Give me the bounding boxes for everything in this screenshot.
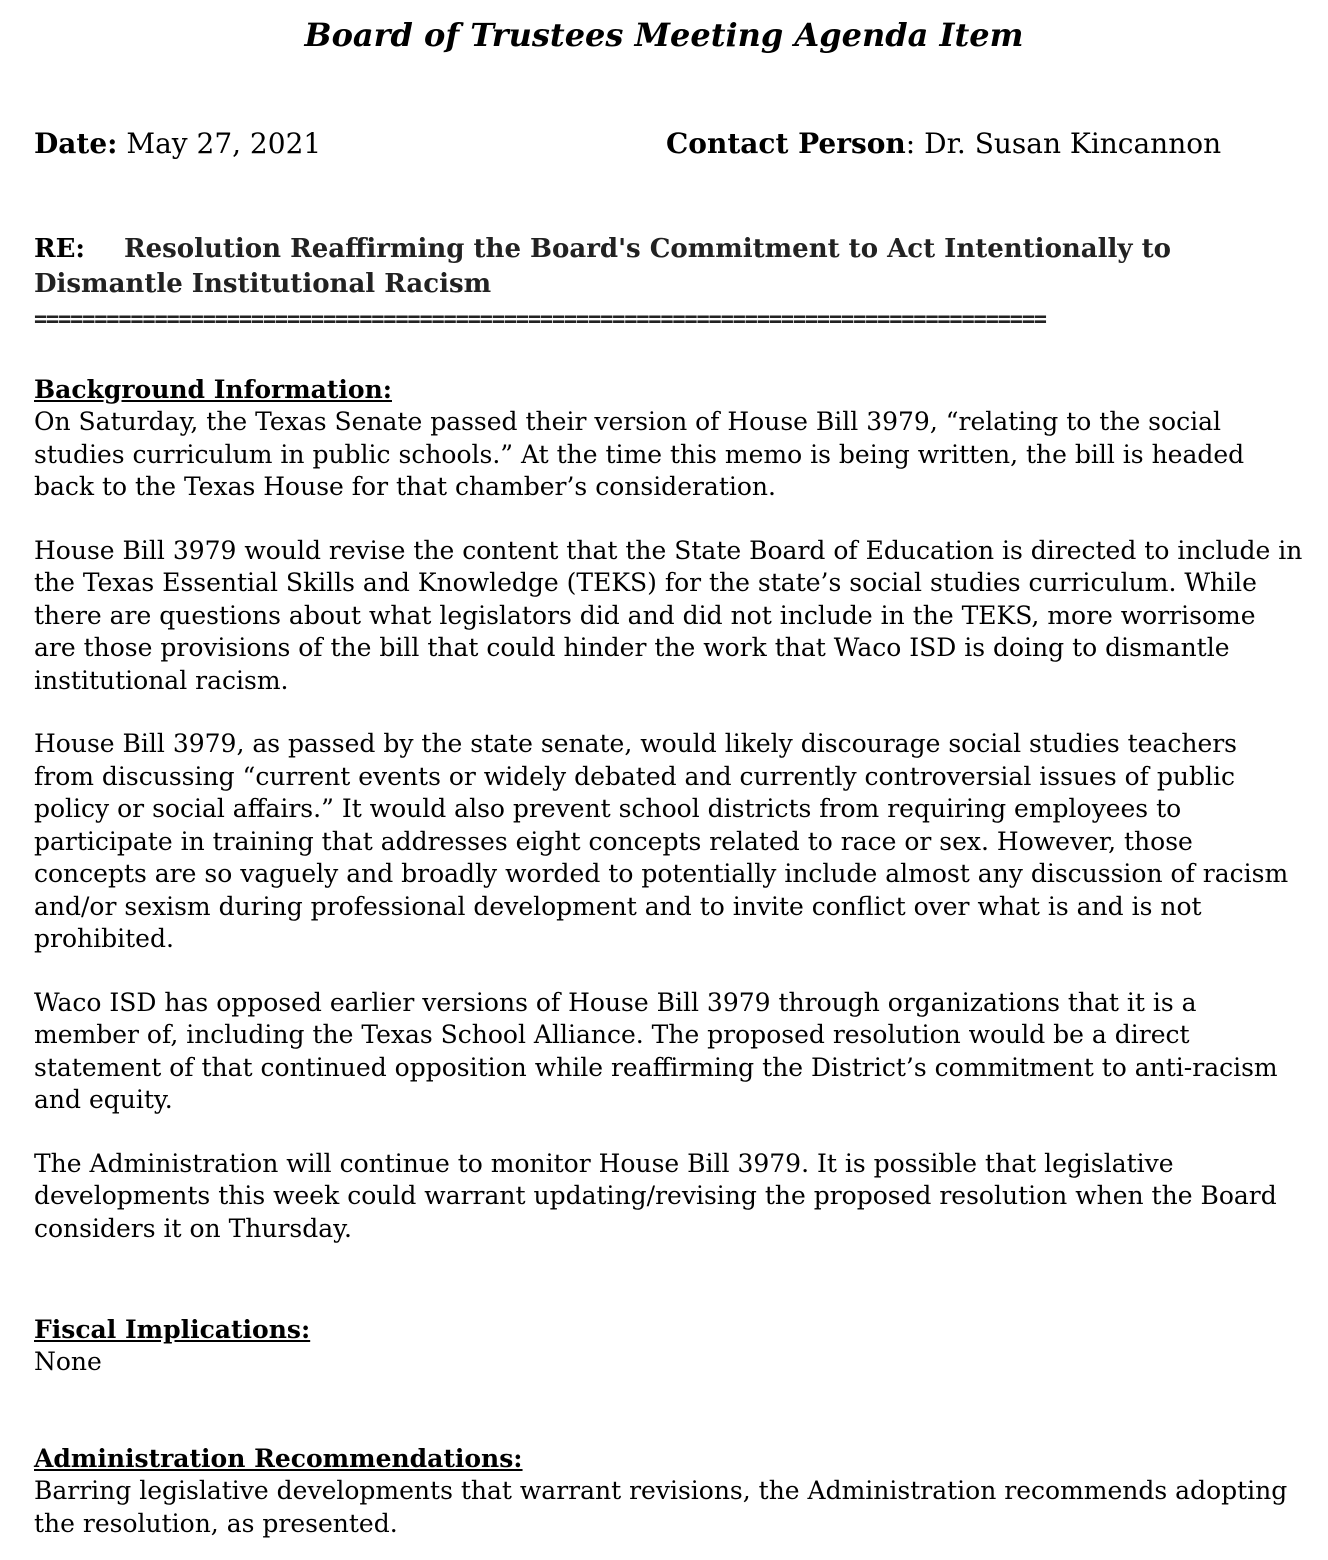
- contact-value: : Dr. Susan Kincannon: [905, 127, 1222, 160]
- re-subject: [34, 232, 1299, 302]
- background-paragraph: The Administration will continue to monitor House Bill 3979. It is possible that legislative developments this week could warrant updating/revising the proposed resolution when the Board considers it on Thursday.: [34, 1148, 1277, 1243]
- admin-heading: Administration Recommendations:: [34, 1444, 523, 1473]
- date-label: Date:: [34, 127, 118, 160]
- meeting-date: [34, 126, 321, 162]
- separator-line: ====================================================================================: [34, 307, 1046, 332]
- background-paragraph: On Saturday, the Texas Senate passed their version of House Bill 3979, “relating to the social studies curriculum in public schools.” At the time this memo is being written, the bill is headed back to the Texas House for that chamber’s consideration.: [34, 407, 1245, 501]
- re-text: Resolution Reaffirming the Board's Commitment to Act Intentionally to Dismantle Institutional Racism: [34, 234, 1171, 299]
- background-paragraph: House Bill 3979, as passed by the state senate, would likely discourage social studies teachers from discussing “current events or widely debated and currently controversial issues of public policy or social affairs.” It would also prevent school districts from requiring employees to participate in training that addresses eight concepts related to race or sex. However, those concepts are so vaguely and broadly worded to potentially include almost any discussion of racism and/or sexism during professional development and to invite conflict over what is and is not prohibited.: [34, 729, 1289, 953]
- fiscal-section: [34, 1314, 1304, 1379]
- background-section: [34, 374, 1304, 1245]
- admin-section: [34, 1443, 1304, 1540]
- contact-person: [666, 126, 1221, 162]
- background-paragraph: Waco ISD has opposed earlier versions of House Bill 3979 through organizations that it is a member of, including the Texas School Alliance. The proposed resolution would be a direct statement of that continued opposition while reaffirming the District’s commitment to anti-racism and equity.: [34, 987, 1278, 1114]
- admin-text: Barring legislative developments that warrant revisions, the Administration recommends adopting the resolution, as presented.: [34, 1476, 1288, 1538]
- re-label: RE:: [34, 234, 86, 264]
- background-heading: Background Information:: [34, 375, 392, 404]
- date-value: May 27, 2021: [126, 127, 322, 160]
- fiscal-text: None: [34, 1347, 102, 1376]
- background-paragraph: House Bill 3979 would revise the content that the State Board of Education is directed to include in the Texas Essential Skills and Knowledge (TEKS) for the state’s social studies curriculum. While there are questions about what legislators did and did not include in the TEKS, more worrisome are those provisions of the bill that could hinder the work that Waco ISD is doing to dismantle institutional racism.: [34, 535, 1303, 695]
- contact-label: Contact Person: [666, 127, 906, 160]
- fiscal-heading: Fiscal Implications:: [34, 1315, 311, 1344]
- document-title: Board of Trustees Meeting Agenda Item: [304, 16, 1024, 54]
